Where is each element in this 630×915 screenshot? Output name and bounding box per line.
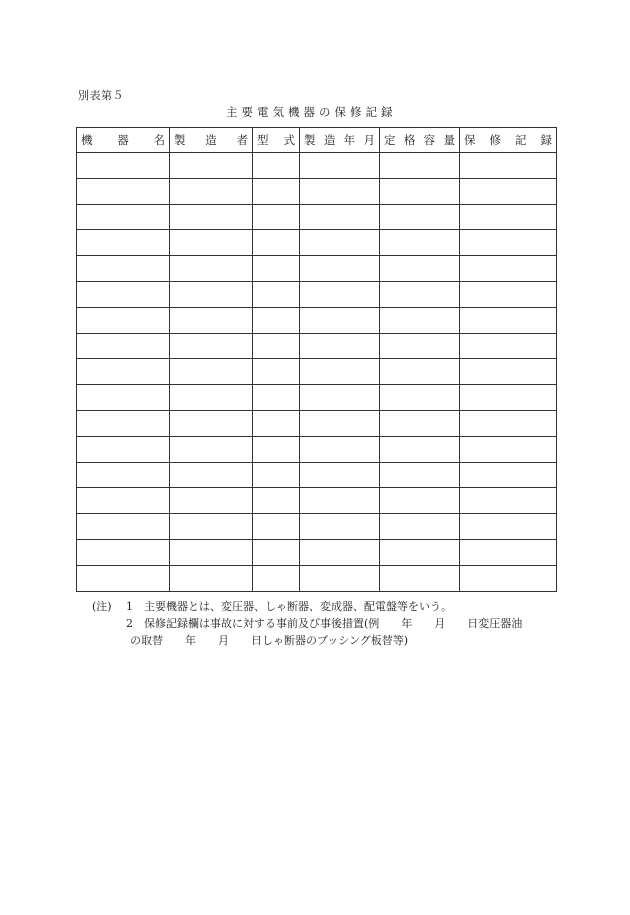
table-row <box>77 514 557 540</box>
table-cell[interactable] <box>300 204 380 230</box>
table-cell[interactable] <box>460 307 557 333</box>
table-row <box>77 410 557 436</box>
table-row <box>77 256 557 282</box>
table-row <box>77 359 557 385</box>
table-cell[interactable] <box>170 488 253 514</box>
header-char: 容 <box>423 133 436 147</box>
header-char: 録 <box>540 133 552 147</box>
header-char: 製 <box>174 133 186 147</box>
table-cell[interactable] <box>77 539 170 565</box>
table-cell[interactable] <box>253 256 300 282</box>
header-char: 式 <box>283 133 295 147</box>
table-cell[interactable] <box>77 565 170 591</box>
table-row <box>77 281 557 307</box>
table-cell[interactable] <box>170 385 253 411</box>
table-cell[interactable] <box>170 333 253 359</box>
table-cell[interactable] <box>380 410 460 436</box>
table-cell[interactable] <box>253 539 300 565</box>
table-cell[interactable] <box>253 204 300 230</box>
table-cell[interactable] <box>77 488 170 514</box>
table-cell[interactable] <box>460 385 557 411</box>
table-cell[interactable] <box>77 333 170 359</box>
table-row <box>77 539 557 565</box>
table-cell[interactable] <box>170 514 253 540</box>
column-header-equipment-name <box>77 128 170 153</box>
table-cell[interactable] <box>170 539 253 565</box>
table-cell[interactable] <box>170 565 253 591</box>
note-number: 1 <box>126 600 133 613</box>
table-cell[interactable] <box>170 359 253 385</box>
table-row <box>77 488 557 514</box>
table-cell[interactable] <box>253 359 300 385</box>
header-char: 定 <box>384 133 396 147</box>
note-text: 保修記録欄は事故に対する事前及び事後措置(例 年 月 日変圧器油 <box>144 617 523 630</box>
table-cell[interactable] <box>380 333 460 359</box>
table-cell[interactable] <box>253 462 300 488</box>
header-char: 造 <box>205 133 217 147</box>
table-cell[interactable] <box>300 462 380 488</box>
note-number: 2 <box>126 617 133 630</box>
table-cell[interactable] <box>300 333 380 359</box>
table-cell[interactable] <box>253 488 300 514</box>
table-row <box>77 204 557 230</box>
table-cell[interactable] <box>170 204 253 230</box>
table-row <box>77 385 557 411</box>
header-char: 名 <box>153 133 165 147</box>
page-label: 別表第５ <box>78 89 124 102</box>
table-cell[interactable] <box>253 514 300 540</box>
table-cell[interactable] <box>77 256 170 282</box>
table-cell[interactable] <box>460 281 557 307</box>
table-cell[interactable] <box>300 436 380 462</box>
table-row <box>77 436 557 462</box>
table-cell[interactable] <box>380 436 460 462</box>
table-cell[interactable] <box>77 462 170 488</box>
table-cell[interactable] <box>77 514 170 540</box>
table-cell[interactable] <box>77 230 170 256</box>
table-cell[interactable] <box>460 539 557 565</box>
table-cell[interactable] <box>253 178 300 204</box>
header-char: 機 <box>81 133 93 147</box>
table-cell[interactable] <box>77 281 170 307</box>
table-cell[interactable] <box>77 178 170 204</box>
table-cell[interactable] <box>460 256 557 282</box>
table-cell[interactable] <box>300 359 380 385</box>
table-cell[interactable] <box>300 230 380 256</box>
header-char: 記 <box>515 133 527 147</box>
table-cell[interactable] <box>460 462 557 488</box>
table-cell[interactable] <box>300 281 380 307</box>
table-cell[interactable] <box>170 256 253 282</box>
table-cell[interactable] <box>253 410 300 436</box>
note-item-1 <box>92 598 522 615</box>
table-cell[interactable] <box>77 410 170 436</box>
column-header-model <box>253 128 300 153</box>
table-cell[interactable] <box>380 565 460 591</box>
table-cell[interactable] <box>300 307 380 333</box>
table-cell[interactable] <box>380 359 460 385</box>
table-cell[interactable] <box>77 359 170 385</box>
table-cell[interactable] <box>460 178 557 204</box>
table-cell[interactable] <box>460 333 557 359</box>
table-row <box>77 462 557 488</box>
table-cell[interactable] <box>300 488 380 514</box>
table-cell[interactable] <box>380 178 460 204</box>
table-cell[interactable] <box>300 565 380 591</box>
table-cell[interactable] <box>253 230 300 256</box>
table-cell[interactable] <box>380 230 460 256</box>
note-continuation: の取替 年 月 日しゃ断器のブッシング板替等) <box>130 634 409 647</box>
table-cell[interactable] <box>300 256 380 282</box>
header-char: 型 <box>257 133 269 147</box>
table-row <box>77 333 557 359</box>
table-cell[interactable] <box>170 153 253 179</box>
column-header-manufacturer <box>170 128 253 153</box>
header-char: 格 <box>403 133 416 147</box>
table-cell[interactable] <box>460 436 557 462</box>
table-cell[interactable] <box>460 204 557 230</box>
table-cell[interactable] <box>460 359 557 385</box>
column-header-rated-capacity <box>380 128 460 153</box>
maintenance-record-table <box>76 127 557 592</box>
table-cell[interactable] <box>460 565 557 591</box>
table-cell[interactable] <box>170 436 253 462</box>
header-char: 月 <box>363 133 375 147</box>
table-cell[interactable] <box>380 307 460 333</box>
header-char: 製 <box>304 133 316 147</box>
table-cell[interactable] <box>380 385 460 411</box>
table-cell[interactable] <box>380 153 460 179</box>
table-cell[interactable] <box>170 230 253 256</box>
header-char: 者 <box>236 133 248 147</box>
table-cell[interactable] <box>300 514 380 540</box>
table-cell[interactable] <box>170 410 253 436</box>
table-cell[interactable] <box>460 514 557 540</box>
table-cell[interactable] <box>380 488 460 514</box>
header-char: 保 <box>464 133 476 147</box>
table-cell[interactable] <box>300 153 380 179</box>
note-text: 主要機器とは、変圧器、しゃ断器、変成器、配電盤等をいう。 <box>144 600 452 613</box>
table-cell[interactable] <box>300 410 380 436</box>
table-cell[interactable] <box>77 153 170 179</box>
table-cell[interactable] <box>253 281 300 307</box>
table-cell[interactable] <box>253 565 300 591</box>
table-row <box>77 178 557 204</box>
table-row <box>77 230 557 256</box>
table-cell[interactable] <box>300 385 380 411</box>
table-row <box>77 153 557 179</box>
table-cell[interactable] <box>380 204 460 230</box>
table-cell[interactable] <box>77 204 170 230</box>
table-cell[interactable] <box>170 462 253 488</box>
table-row <box>77 307 557 333</box>
header-char: 修 <box>489 133 501 147</box>
table-cell[interactable] <box>77 436 170 462</box>
table-cell[interactable] <box>460 153 557 179</box>
note-item-2 <box>92 615 522 632</box>
document-title: 主要電気機器の保修記録 <box>226 105 397 119</box>
table-cell[interactable] <box>300 539 380 565</box>
table-cell[interactable] <box>460 230 557 256</box>
table-cell[interactable] <box>380 281 460 307</box>
table-cell[interactable] <box>380 462 460 488</box>
table-cell[interactable] <box>253 436 300 462</box>
header-char: 量 <box>443 133 455 147</box>
header-char: 器 <box>117 133 129 147</box>
column-header-manufacture-date <box>300 128 380 153</box>
table-cell[interactable] <box>380 256 460 282</box>
table-cell[interactable] <box>460 488 557 514</box>
note-prefix: (注) <box>92 600 112 613</box>
table-header-row <box>77 128 557 153</box>
table-cell[interactable] <box>77 385 170 411</box>
table-cell[interactable] <box>380 514 460 540</box>
table-cell[interactable] <box>170 307 253 333</box>
table-cell[interactable] <box>380 539 460 565</box>
header-char: 年 <box>343 133 356 147</box>
column-header-maintenance-record <box>460 128 557 153</box>
table-cell[interactable] <box>253 385 300 411</box>
notes-section <box>92 598 522 649</box>
table-cell[interactable] <box>460 410 557 436</box>
table-cell[interactable] <box>77 307 170 333</box>
table-cell[interactable] <box>253 307 300 333</box>
table-row <box>77 565 557 591</box>
table-cell[interactable] <box>170 281 253 307</box>
table-cell[interactable] <box>253 153 300 179</box>
table-cell[interactable] <box>170 178 253 204</box>
header-char: 造 <box>323 133 336 147</box>
table-cell[interactable] <box>300 178 380 204</box>
table-cell[interactable] <box>253 333 300 359</box>
table-body <box>77 153 557 592</box>
